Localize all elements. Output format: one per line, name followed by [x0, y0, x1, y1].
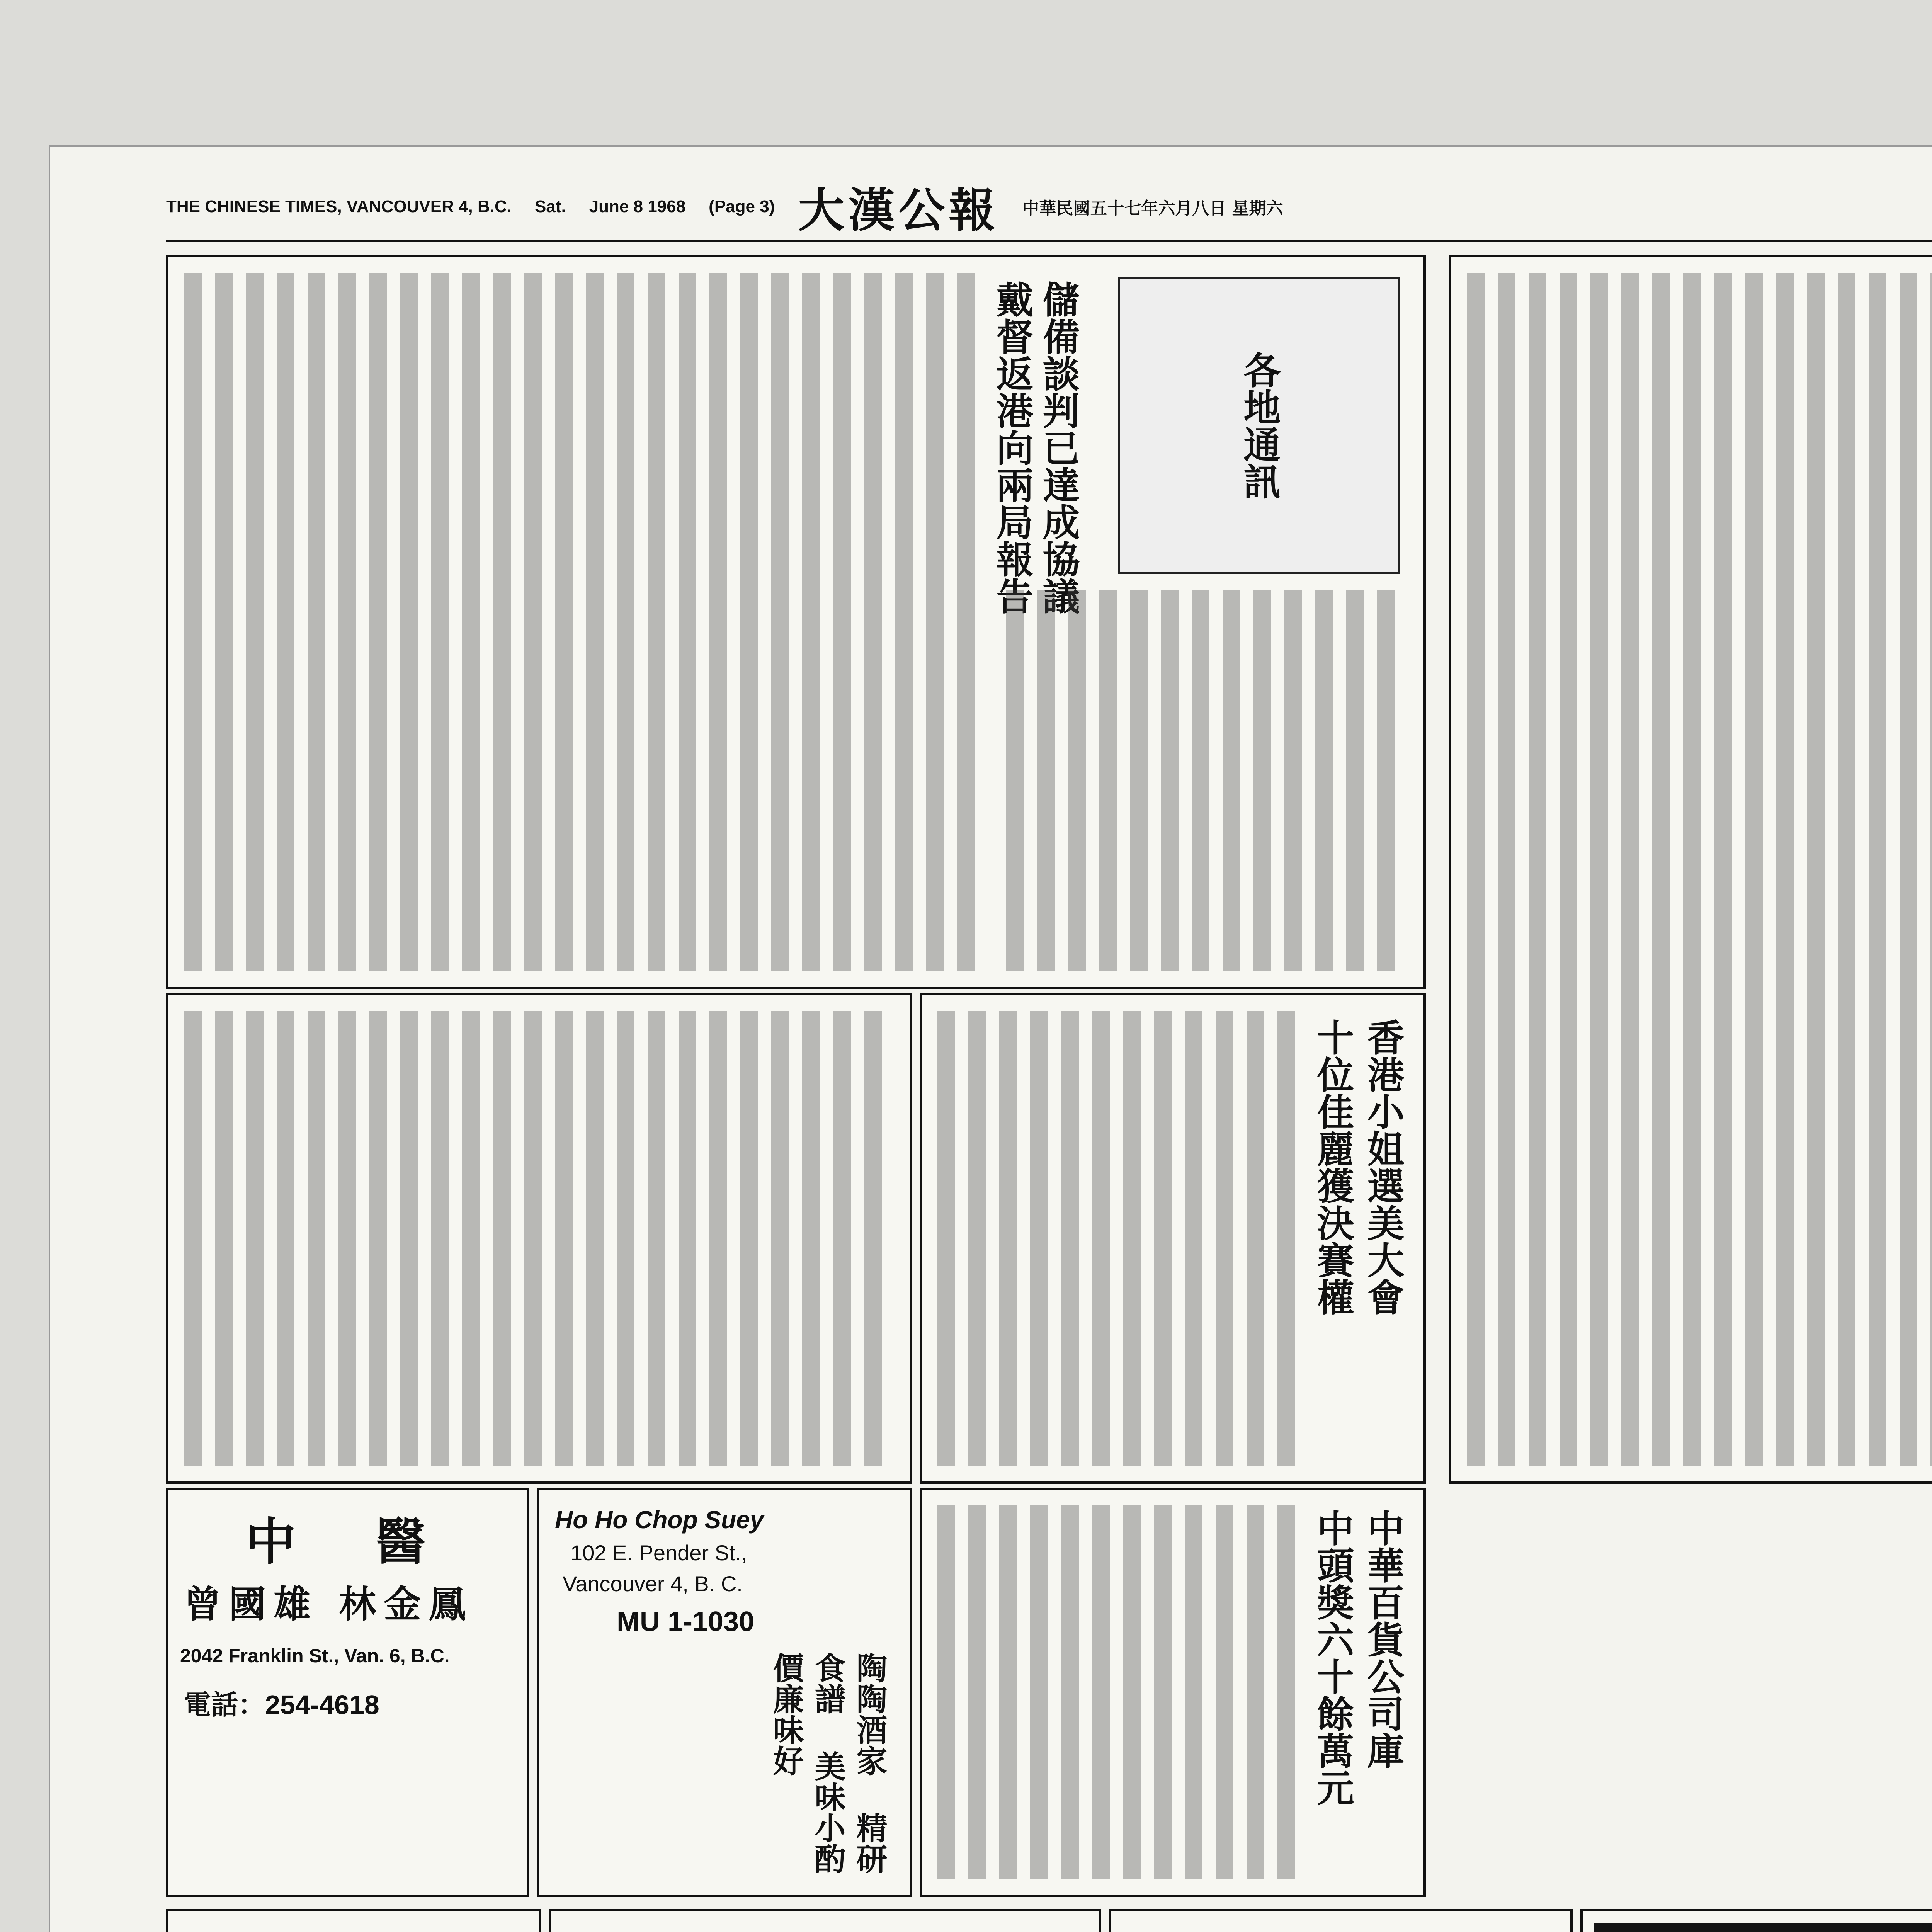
clinic-phone: 254-4618 — [265, 1690, 379, 1720]
pageant-article — [920, 993, 1426, 1484]
restaurant-address-2: Vancouver 4, B. C. — [563, 1571, 743, 1596]
editorial-body — [1467, 273, 1932, 1466]
restaurant-tagline: 陶陶酒家 精研食譜 美味小酌 價廉味好 — [768, 1652, 888, 1874]
store-news — [920, 1488, 1426, 1897]
feature-article — [166, 255, 1426, 989]
left-article-body — [184, 1011, 894, 1466]
left-article — [166, 993, 912, 1484]
pageant-title-1: 香港小姐選美大會 — [1361, 1019, 1405, 1315]
editorial-article — [1449, 255, 1932, 1484]
restaurant-ad — [537, 1488, 912, 1897]
feature-illustration: 各地通訊 — [1118, 277, 1400, 574]
importing-banner — [1594, 1923, 1932, 1932]
restaurant-address-1: 102 E. Pender St., — [570, 1541, 747, 1565]
clinic-address: 2042 Franklin St., Van. 6, B.C. — [180, 1645, 450, 1667]
store-news-title-1: 中華百貨公司庫 — [1361, 1509, 1405, 1769]
feature-body-lower — [1006, 590, 1400, 971]
importing-chinese-name — [1671, 1927, 1932, 1932]
hardware-chinese-name — [551, 1927, 1099, 1932]
clinic-phone-row — [184, 1683, 379, 1722]
store-news-body — [937, 1505, 1300, 1879]
feature-title-2: 戴督返港向兩局報告 — [990, 281, 1034, 614]
pageant-title-2: 十位佳麗獲決賽權 — [1311, 1019, 1355, 1315]
store-news-title-2: 中頭獎六十餘萬元 — [1311, 1509, 1355, 1806]
travel-ad — [1109, 1909, 1573, 1932]
travel-chinese-name — [1111, 1927, 1570, 1932]
leman-ad — [166, 1909, 541, 1932]
leman-chinese-name — [168, 1927, 539, 1932]
restaurant-phone: MU 1-1030 — [617, 1606, 755, 1637]
clinic-title: 中 醫 — [246, 1512, 457, 1571]
clinic-phone-label: 電話： — [184, 1689, 265, 1721]
newspaper-page — [50, 147, 1932, 1932]
masthead-page: (Page 3) — [709, 197, 775, 216]
pageant-body — [937, 1011, 1300, 1466]
masthead — [166, 174, 1932, 242]
restaurant-name: Ho Ho Chop Suey — [555, 1506, 764, 1534]
masthead-date: June 8 1968 — [589, 197, 686, 216]
masthead-english: THE CHINESE TIMES, VANCOUVER 4, B.C. — [166, 197, 512, 216]
clinic-doctor: 曾國雄 林金鳳 — [184, 1582, 474, 1626]
hardware-ad — [549, 1909, 1101, 1932]
importing-ad — [1580, 1909, 1932, 1932]
masthead-chinese-date: 中華民國五十七年六月八日 星期六 — [1022, 199, 1283, 218]
masthead-day: Sat. — [534, 197, 566, 216]
paper-name: 大漢公報 — [798, 183, 999, 238]
feature-title-1: 儲備談判已達成協議 — [1037, 281, 1080, 614]
clinic-ad — [166, 1488, 529, 1897]
feature-body — [184, 273, 983, 971]
